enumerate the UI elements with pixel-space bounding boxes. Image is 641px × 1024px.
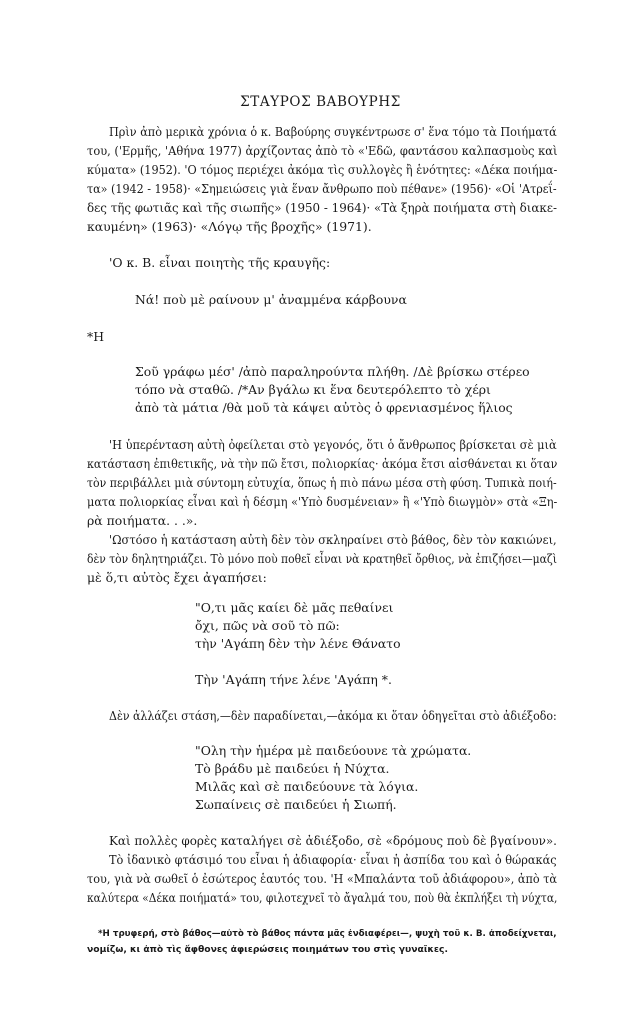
- text-line: δὲν τὸν δηλητηριάζει. Τὸ μόνο ποὺ ποθεῖ εἶναι νὰ κρατηθεῖ ὄρθιος, νὰ ἐπιζήσει—μαζὶ: [87, 551, 557, 566]
- text-line: 'Ο κ. Β. εἶναι ποιητὴς τῆς κραυγῆς:: [109, 255, 331, 270]
- footnote-line: νομίζω, κι ἀπὸ τὶς ἄφθονες ἀφιερώσεις ποιημάτων του στὶς γυναῖκες.: [87, 944, 448, 955]
- text-line: Πρὶν ἀπὸ μερικὰ χρόνια ὁ κ. Βαβούρης συγκέντρωσε σ' ἕνα τόμο τὰ Ποιήματά: [109, 124, 557, 139]
- text-line: Τὸ ἰδανικὸ φτάσιμό του εἶναι ἡ ἀδιαφορία· εἶναι ἡ ἀσπίδα του καὶ ὁ θώρακάς: [109, 852, 557, 867]
- text-line: Νά! ποὺ μὲ ραίνουν μ' ἀναμμένα κάρβουνα: [135, 292, 407, 307]
- text-line: κύματα» (1952). 'Ο τόμος περιέχει ἀκόμα τὶς συλλογὲς ἢ ἑνότητες: «Δέκα ποιήμα-: [87, 162, 558, 177]
- text-line: ρὰ ποιήματα. . .».: [87, 513, 198, 528]
- text-line: Σοῦ γράφω μέσ' /ἀπὸ παραληρούντα πλήθη. /Δὲ βρίσκω στέρεο: [135, 364, 530, 379]
- text-line: τὴν 'Αγάπη δὲν τὴν λένε Θάνατο: [195, 636, 401, 651]
- text-line: Μιλᾶς καὶ σὲ παιδεύουνε τὰ λόγια.: [195, 779, 419, 794]
- text-line: τόπο νὰ σταθῶ. /*Αν βγάλω κι ἕνα δευτερόλεπτο τὸ χέρι: [135, 382, 491, 397]
- text-line: του, ('Ερμῆς, 'Αθήνα 1977) ἀρχίζοντας ἀπὸ τὸ «'Εδῶ, φαντάσου καλπασμοὺς καὶ: [87, 143, 558, 158]
- text-line: ὄχι, πῶς νὰ σοῦ τὸ πῶ:: [195, 618, 340, 633]
- text-line: 'Ωστόσο ἡ κατάσταση αὐτὴ δὲν τὸν σκληραίνει στὸ βάθος, δὲν τὸν κακιώνει,: [109, 532, 557, 547]
- text-line: καυμένη» (1963)· «Λόγῳ τῆς βροχῆς» (1971).: [87, 219, 372, 234]
- text-line: τὸν περιβάλλει μιὰ σύντομη εὐτυχία, ὅπως ἡ πιὸ πάνω μέσα στὴ φύση. Τυπικὰ ποιή-: [87, 475, 557, 490]
- text-line: ἀπὸ τὰ μάτια /θὰ μοῦ τὰ κάψει αὐτὸς ὁ φρενιασμένος ἥλιος: [135, 400, 513, 415]
- text-line: Τὸ βράδυ μὲ παιδεύει ἡ Νύχτα.: [195, 761, 390, 776]
- text-line: ματα πολιορκίας εἶναι καὶ ἡ δέσμη «'Υπὸ δυσμένειαν» ἢ «'Υπὸ διωγμὸν» στὰ «Ξη-: [87, 494, 558, 509]
- text-line: *Η: [87, 329, 105, 344]
- text-line: τα» (1942 - 1958)· «Σημειώσεις γιὰ ἕναν ἄνθρωπο ποὺ πέθανε» (1956)· «Οἱ 'Ατρεΐ-: [87, 181, 557, 196]
- text-line: δες τῆς φωτιᾶς καὶ τῆς σιωπῆς» (1950 - 1964)· «Τὰ ξηρὰ ποιήματα στὴ διακε-: [87, 200, 558, 215]
- text-line: Τὴν 'Αγάπη τήνε λένε 'Αγάπη *.: [195, 672, 392, 687]
- page-title: ΣΤΑΥΡΟΣ ΒΑΒΟΥΡΗΣ: [240, 94, 401, 110]
- text-line: 'Η ὑπερένταση αὐτὴ ὀφείλεται στὸ γεγονός, ὅτι ὁ ἄνθρωπος βρίσκεται σὲ μιὰ: [109, 437, 557, 452]
- text-line: "Ολη τὴν ἡμέρα μὲ παιδεύουνε τὰ χρώματα.: [195, 743, 472, 758]
- text-line: Δὲν ἀλλάζει στάση,—δὲν παραδίνεται,—ἀκόμα κι ὅταν ὁδηγεῖται στὸ ἀδιέξοδο:: [109, 708, 557, 723]
- text-line: Καὶ πολλὲς φορὲς καταλήγει σὲ ἀδιέξοδο, σὲ «δρόμους ποὺ δὲ βγαίνουν».: [109, 833, 557, 848]
- text-line: του, γιὰ νὰ σωθεῖ ὁ ἐσώτερος ἑαυτός του. 'Η «Μπαλάντα τοῦ ἀδιάφορου», ἀπὸ τὰ: [87, 871, 558, 886]
- text-line: "Ο,τι μᾶς καίει δὲ μᾶς πεθαίνει: [195, 600, 394, 615]
- text-line: καλύτερα «Δέκα ποιήματά» του, φιλοτεχνεῖ τὸ ἄγαλμά του, ποὺ θὰ ἐκπλήξει τὴ νύχτα,: [87, 890, 558, 905]
- text-line: μὲ ὅ,τι αὐτὸς ἔχει ἀγαπήσει:: [87, 570, 267, 585]
- footnote-line: *Η τρυφερή, στὸ βάθος—αὐτὸ τὸ βάθος πάντα μᾶς ἐνδιαφέρει—, ψυχὴ τοῦ κ. Β. ἀποδείχνεται,: [98, 928, 557, 939]
- text-line: κατάσταση ἐπιθετικῆς, νὰ τὴν πῶ ἔτσι, πολιορκίας· ἀκόμα ἔτσι αἰσθάνεται κι ὅταν: [87, 456, 558, 471]
- text-line: Σωπαίνεις σὲ παιδεύει ἡ Σιωπή.: [195, 797, 397, 812]
